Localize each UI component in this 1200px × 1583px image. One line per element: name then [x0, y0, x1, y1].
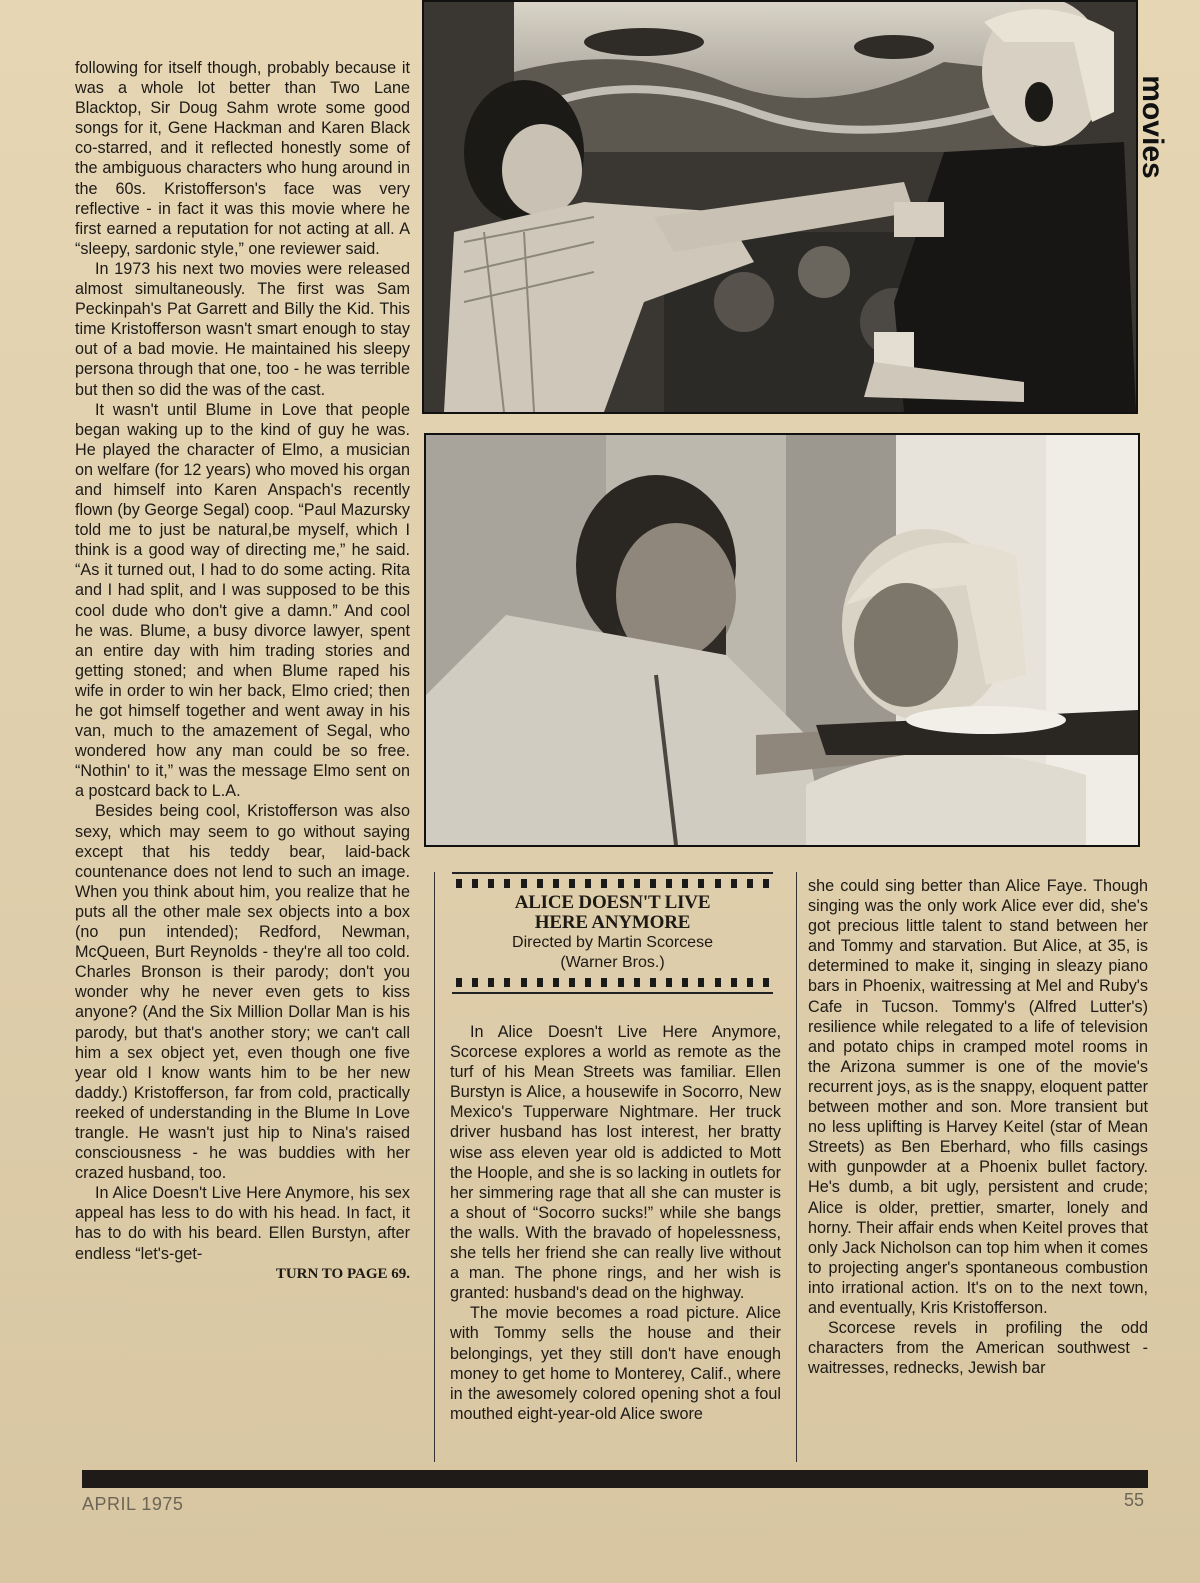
paragraph: following for itself though, probably because it was a whole lot better than Two Lane Blacktop, Sir Doug Sahm wrote some good songs for it, Gene Hackman and Karen Black co-starred, and it reflected honestly some of the ambiguous characters who hung around in the 60s. Kristofferson's face was very reflective - in fact it was this movie where he first earned a reputation for not acting at all. A “sleepy, sardonic style,” one reviewer said.	[75, 59, 410, 258]
review-info-box	[450, 872, 775, 1004]
section-tab	[1136, 48, 1169, 206]
footer-rule	[82, 1470, 1148, 1488]
paragraph: The movie becomes a road picture. Alice with Tommy sells the house and their belongings, yet they still don't have enough money to get home to Monterey, Calif., where in the awesomely colored opening shot a foul mouthed eight-year-old Alice swore	[450, 1304, 781, 1423]
section-tab-label: movies	[1136, 75, 1169, 179]
column-divider	[796, 872, 797, 1462]
article-column-3	[808, 876, 1148, 1378]
review-title-line2: HERE ANYMORE	[534, 912, 691, 933]
page-number: 55	[1123, 1490, 1144, 1510]
film-still-middle	[424, 433, 1140, 847]
review-director: Directed by Martin Scorcese	[512, 934, 713, 951]
article-column-1	[75, 58, 410, 1284]
paragraph: It wasn't until Blume in Love that people began waking up to the kind of guy he was. He played the character of Elmo, a musician on welfare (for 12 years) who moved his organ and himself into Karen Anspach's recently flown (by George Segal) coop. “Paul Mazursky told me to just be natural,be myself, which I think is a good way of directing me,” he said. “As it turned out, I had to do some acting. Rita and I had split, and I was supposed to be this cool dude who don't give a damn.” And cool he was. Blume, a busy divorce lawyer, spent an entire day with him trading stories and getting stoned; and when Blume raped his wife in order to win her back, Elmo cried; then he got himself together and went away in his van, much to the amazement of Segal, who wondered how any man could be so free. “Nothin' to it,” was the message Elmo sent on a postcard back to L.A.	[75, 400, 410, 801]
review-title-line1: ALICE DOESN'T LIVE	[514, 892, 711, 913]
paragraph: she could sing better than Alice Faye. Though singing was the only work Alice ever did, she's got precious little talent to stand between her and Tommy and starvation. But Alice, at 35, is determined to make it, singing in sleazy piano bars in Phoenix, waitressing at Mel and Ruby's Cafe in Tucson. Tommy's (Alfred Lutter's) resilience while relegated to a life of television and potato chips in cramped motel rooms in the Arizona summer is one of the movie's recurrent joys, as is the snappy, eloquent patter between mother and son. More transient but no less uplifting is Harvey Keitel (star of Mean Streets) as Ben Eberhard, who fills casings with gunpowder at a Phoenix bullet factory. He's dumb, a bit ugly, persistent and crude; Alice is older, prettier, smarter, lonely and horny. Their affair ends when Keitel proves that only Jack Nicholson can top him when it comes to projecting anger's spontaneous combustion into irrational action. It's on to the next town, and eventually, Kris Kristofferson.	[808, 877, 1148, 1317]
article-column-2	[450, 1022, 781, 1424]
issue-date: APRIL 1975	[82, 1494, 184, 1514]
box-dot-border	[450, 978, 775, 987]
box-dot-border	[450, 879, 775, 888]
paragraph: In Alice Doesn't Live Here Anymore, his sex appeal has less to do with his head. In fact, it has to do with his beard. Ellen Burstyn, after endless “let's-get-	[75, 1184, 410, 1263]
continued-jump-line: TURN TO PAGE 69.	[275, 1265, 410, 1282]
film-still-top	[422, 0, 1138, 414]
paragraph: Besides being cool, Kristofferson was also sexy, which may seem to go without saying except that his teddy bear, laid-back countenance does not lend to such an image. When you think about him, you realize that he puts all the other male sex objects into a box (no pun intended); Redford, Newman, McQueen, Burt Reynolds - they're all too cold. Charles Bronson is their parody; don't you wonder why he never even gets to kiss anyone? (And the Six Million Dollar Man is his parody, but that's another story; we can't call him a sex object yet, even though one five year old I know wants him to be her new daddy.) Kristofferson, far from cold, practically reeked of understanding in the Blume In Love trangle. He wasn't just hip to Nina's raised consciousness - he was buddies with her crazed husband, too.	[75, 802, 410, 1183]
column-divider	[434, 872, 435, 1462]
paragraph: In 1973 his next two movies were released almost simultaneously. The first was Sam Peckinpah's Pat Garrett and Billy the Kid. This time Kristofferson wasn't smart enough to stay out of a bad movie. He maintained his sleepy persona through that one, too - he was terrible but then so did the was of the cast.	[75, 259, 410, 399]
box-rule	[452, 872, 773, 874]
paragraph: Scorcese revels in profiling the odd characters from the American southwest - waitresses, rednecks, Jewish bar	[808, 1319, 1148, 1378]
paragraph: In Alice Doesn't Live Here Anymore, Scorcese explores a world as remote as the turf of his Mean Streets was familiar. Ellen Burstyn is Alice, a housewife in Socorro, New Mexico's Tupperware Nightmare. Her truck driver husband has lost interest, her bratty wise ass eleven year old is addicted to Mott the Hoople, and she is so lacking in outlets for her simmering rage that all she can muster is a shout of “Socorro sucks!” while she bangs the walls. With the bravado of hopelessness, she tells her friend she can really live without a man. The phone rings, and her wish is granted: husband's dead on the highway.	[450, 1023, 781, 1303]
review-studio: (Warner Bros.)	[560, 954, 665, 971]
box-rule	[452, 992, 773, 994]
